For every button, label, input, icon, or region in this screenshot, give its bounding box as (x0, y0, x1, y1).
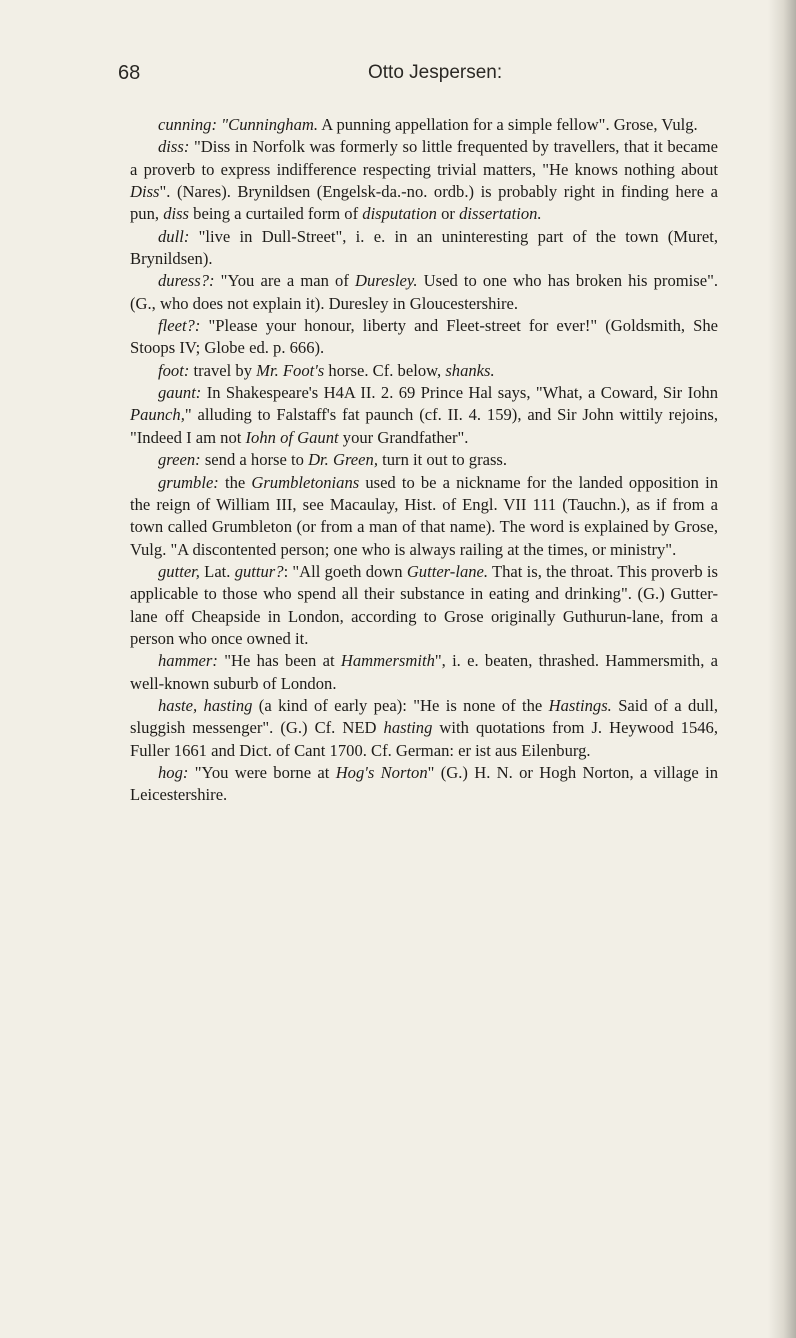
entry-term: fleet?: (158, 316, 201, 336)
entry-text: or (436, 204, 460, 224)
entry-text: the (218, 472, 252, 492)
entry-italic-text: Gutter-lane. (406, 561, 489, 581)
entry-italic-text: Paunch, (130, 405, 185, 425)
entry-term: diss: (158, 137, 190, 157)
page-header (118, 62, 708, 96)
entry-text: : "All goeth down (283, 561, 407, 581)
glossary-entry (130, 382, 718, 449)
entry-term: hammer: (158, 651, 218, 671)
entry-term: dull: (158, 226, 190, 246)
running-title: Otto Jespersen: (368, 62, 503, 83)
entry-text: "Diss in Norfolk was formerly so little frequented by travellers, that it became a proverb to express indifference respecting trivial matters, "He knows nothing about (130, 137, 718, 179)
entry-italic-text: Dr. Green, (308, 450, 378, 470)
entry-term: hog: (158, 762, 189, 782)
entry-italic-text: guttur? (234, 561, 284, 581)
entry-italic-text: Iohn of Gaunt (245, 427, 339, 447)
entry-text: Used to one who has broken his promise". (G., who does not explain it). Duresley in Gloucestershire. (130, 271, 719, 313)
entry-text: ", i. e. beaten, thrashed. Hammersmith, a well-known suburb of London. (130, 651, 718, 693)
entry-text: (a kind of early pea): "He is none of the (252, 695, 549, 715)
entry-text: horse. Cf. below, (324, 360, 446, 380)
glossary-entry (130, 695, 718, 762)
entry-italic-text: Hog's Norton (335, 762, 428, 782)
entry-text: "You are a man of (214, 271, 355, 291)
entry-italic-text: Hammersmith (340, 651, 435, 671)
entry-text: " alluding to Falstaff's fat paunch (cf. II. 4. 159), and Sir John wittily rejoins, "Indeed I am not (130, 405, 718, 447)
entry-italic-text: shanks. (445, 360, 495, 380)
entry-text: with quotations from J. Heywood 1546, Fuller 1661 and Dict. of Cant 1700. Cf. German: er ist aus Eilenburg. (130, 718, 718, 760)
page-edge-shadow (768, 0, 796, 1338)
entry-term: gutter, (158, 561, 200, 581)
entry-italic-text: Hastings. (548, 695, 612, 715)
glossary-entry (130, 270, 718, 315)
entry-text: "live in Dull-Street", i. e. in an uninteresting part of the town (Muret, Brynildsen). (130, 226, 718, 269)
entry-text: "He has been at (217, 651, 341, 671)
entry-text: send a horse to (200, 450, 309, 470)
entry-italic-text: "Cunningham. (221, 115, 319, 134)
glossary-entry (130, 114, 718, 136)
glossary-entry (130, 136, 718, 225)
entry-term: cunning: (158, 115, 217, 134)
glossary-entry (130, 762, 718, 807)
glossary-entry (130, 449, 718, 471)
glossary-entry (130, 360, 718, 382)
entry-text: your Grandfather". (338, 427, 469, 447)
glossary-text (130, 114, 718, 807)
entry-term: grumble: (158, 472, 219, 492)
page-number: 68 (118, 62, 141, 84)
entry-italic-text: Mr. Foot's (256, 360, 325, 380)
entry-text: travel by (189, 360, 257, 380)
entry-italic-text: hasting (383, 718, 433, 738)
glossary-entry (130, 561, 718, 650)
entry-term: gaunt: (158, 383, 202, 403)
glossary-entry (130, 315, 718, 360)
glossary-entry (130, 472, 718, 561)
entry-italic-text: dissertation. (459, 204, 542, 224)
entry-italic-text: diss (163, 204, 190, 224)
entry-term: green: (158, 450, 201, 470)
glossary-entry (130, 226, 718, 271)
entry-text: Lat. (199, 561, 235, 581)
entry-text: " (G.) H. N. or Hogh Norton, a village in Leicestershire. (130, 762, 718, 805)
entry-italic-text: Grumbletonians (251, 472, 360, 492)
entry-text: In Shakespeare's H4A II. 2. 69 Prince Hal says, "What, a Coward, Sir Iohn (201, 383, 718, 403)
entry-text: turn it out to grass. (377, 450, 508, 470)
entry-italic-text: Duresley. (355, 271, 418, 291)
entry-italic-text: disputation (362, 204, 437, 224)
entry-text: "You were borne at (188, 762, 336, 782)
entry-text: Said of a dull, sluggish messenger". (G.) Cf. NED (130, 695, 718, 738)
entry-term: duress?: (158, 271, 215, 291)
entry-text: A punning appellation for a simple fellow". Grose, Vulg. (318, 115, 698, 134)
entry-text: "Please your honour, liberty and Fleet-street for ever!" (Goldsmith, She Stoops IV; Globe ed. p. 666). (130, 316, 718, 358)
entry-italic-text: Diss (130, 182, 160, 202)
entry-text: being a curtailed form of (189, 204, 363, 224)
entry-text: ". (Nares). Brynildsen (Engelsk-da.-no. ordb.) is probably right in finding here a pun, (130, 182, 718, 224)
entry-text: That is, the throat. This proverb is applicable to those who spend all their substance in eating and drinking". (G.) Gutter-lane off Cheapside in London, according to Grose originally Guthurun-lane, from a person who once owned it. (130, 561, 718, 648)
entry-term: haste, hasting (158, 695, 253, 715)
entry-text: used to be a nickname for the landed opposition in the reign of William III, see Macaulay, Hist. of Engl. VII 111 (Tauchn.), as if from a town called Grumbleton (or from a man of that name). The word is explained by Grose, Vulg. "A discontented person; one who is always railing at the times, or ministry". (130, 472, 718, 559)
entry-term: foot: (158, 360, 190, 380)
glossary-entry (130, 650, 718, 695)
